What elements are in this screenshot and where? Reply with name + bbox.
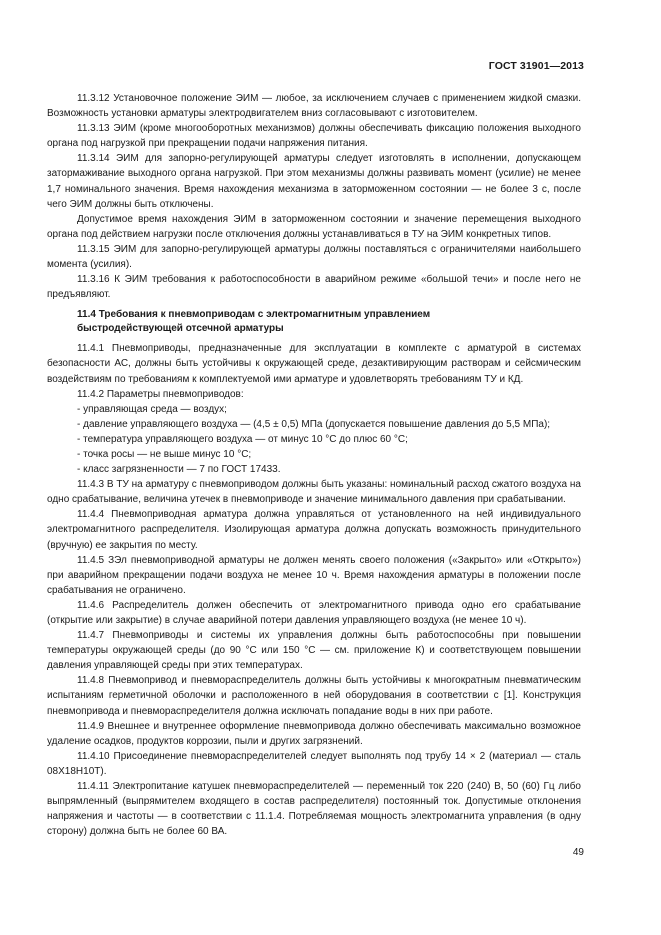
param-item: - температура управляющего воздуха — от минус 10 °C до плюс 60 °C; <box>77 433 408 445</box>
paragraph-11-4-3: 11.4.3 В ТУ на арматуру с пневмоприводом должны быть указаны: номинальный расход сжатого воздуха на одно срабатывание, величина утечек в пневмоприводе и значение минимального давления при срабатывании. <box>47 479 581 506</box>
paragraph-11-3-13: 11.3.13 ЭИМ (кроме многооборотных механизмов) должны обеспечивать фиксацию положения выходного органа под нагрузкой при прекращении подачи напряжения питания. <box>47 123 581 150</box>
paragraph-11-4-11: 11.4.11 Электропитание катушек пневмораспределителей — переменный ток 220 (240) В, 50 (60) Гц либо выпрямленный (выпрямителем входящего в состав распределителя) постоянный ток. Допустимые отклонения напряжения и частоты — в соответствии с 11.1.4. Потребляемая мощность электромагнита управления (в одну сторону) должна быть не более 60 ВА. <box>47 781 581 838</box>
paragraph-allowed-time: Допустимое время нахождения ЭИМ в заторможенном состоянии и значение перемещения выходного органа под действием нагрузки после отключения должны устанавливаться в ТУ на ЭИМ конкретных типов. <box>47 213 581 240</box>
paragraph-11-3-12: 11.3.12 Установочное положение ЭИМ — любое, за исключением случаев с применением жидкой смазки. Возможность установки арматуры электродвигателем вниз согласовывают с изготовителем. <box>47 93 581 120</box>
document-body <box>47 91 581 839</box>
section-heading-line-1: 11.4 Требования к пневмоприводам с электромагнитным управлением <box>77 309 431 321</box>
param-item: - управляющая среда — воздух; <box>77 403 227 415</box>
paragraph-11-4-1: 11.4.1 Пневмоприводы, предназначенные для эксплуатации в комплекте с арматурой в системах безопасности АС, должны быть устойчивы к окружающей среде, дезактивирующим растворам и сейсмическим воздействиям по требованиям к комплектуемой ими арматуре и удовлетворять требованиям ТУ и КД. <box>47 343 581 385</box>
document-header: ГОСТ 31901—2013 <box>488 60 584 72</box>
paragraph-11-3-14: 11.3.14 ЭИМ для запорно-регулирующей арматуры следует изготовлять в исполнении, допускающем затормаживание выходного органа нагрузкой. При этом механизмы должны развивать момент (усилие) не менее 1,7 номинального значения. Время нахождения механизма в заторможенном состоянии — не более 3 с, после чего ЭИМ должны быть отключены. <box>47 153 581 210</box>
paragraph-11-3-16: 11.3.16 К ЭИМ требования к работоспособности в аварийном режиме «большой течи» и после него не предъявляют. <box>47 274 581 301</box>
paragraph-11-4-7: 11.4.7 Пневмоприводы и системы их управления должны быть работоспособны при повышении температуры окружающей среды (до 90 °C или 150 °C — см. приложение К) и соответствующем повышении давления управляющей среды при этих температурах. <box>47 630 581 672</box>
paragraph-11-4-10: 11.4.10 Присоединение пневмораспределителей следует выполнять под трубу 14 × 2 (материал — сталь 08Х18Н10Т). <box>47 750 581 777</box>
paragraph-11-4-6: 11.4.6 Распределитель должен обеспечить от электромагнитного привода одно его срабатывание (открытие или закрытие) в случае аварийной потери давления управляющего воздуха (не менее 10 ч). <box>47 599 581 626</box>
param-item: - класс загрязненности — 7 по ГОСТ 17433. <box>77 464 281 476</box>
paragraph-11-4-8: 11.4.8 Пневмопривод и пневмораспределитель должны быть устойчивы к многократным пневматическим испытаниям герметичной оболочки и расположенного в ней оборудования в соответствии с [1]. Конструкция пневмопривода и пневмораспределителя должна исключать попадание воды в них при работе. <box>47 675 581 717</box>
param-item: - давление управляющего воздуха — (4,5 ± 0,5) МПа (допускается повышение давления до 5,5 МПа); <box>77 418 551 430</box>
page-number: 49 <box>572 847 584 858</box>
paragraph-11-4-4: 11.4.4 Пневмоприводная арматура должна управляться от установленного на ней индивидуального электромагнитного распределителя. Изолирующая арматура должна допускать возможность принудительного (вручную) ее закрытия по месту. <box>47 509 581 551</box>
paragraph-11-4-2: 11.4.2 Параметры пневмоприводов: <box>77 388 244 400</box>
section-heading-11-4 <box>47 308 581 336</box>
param-item: - точка росы — не выше минус 10 °C; <box>77 448 252 460</box>
paragraph-11-4-5: 11.4.5 ЗЭл пневмоприводной арматуры не должен менять своего положения («Закрыто» или «Открыто») при аварийном прекращении подачи воздуха не менее 10 ч. Время нахождения арматуры в положении после срабатывания не ограничено. <box>47 554 581 596</box>
paragraph-11-3-15: 11.3.15 ЭИМ для запорно-регулирующей арматуры должны поставляться с ограничителями наибольшего момента (усилия). <box>47 243 581 271</box>
section-heading-line-2: быстродействующей отсечной арматуры <box>77 323 284 335</box>
paragraph-11-4-9: 11.4.9 Внешнее и внутреннее оформление пневмопривода должно обеспечивать максимально возможное удаление осадков, продуктов коррозии, пыли и других загрязнений. <box>47 720 581 747</box>
